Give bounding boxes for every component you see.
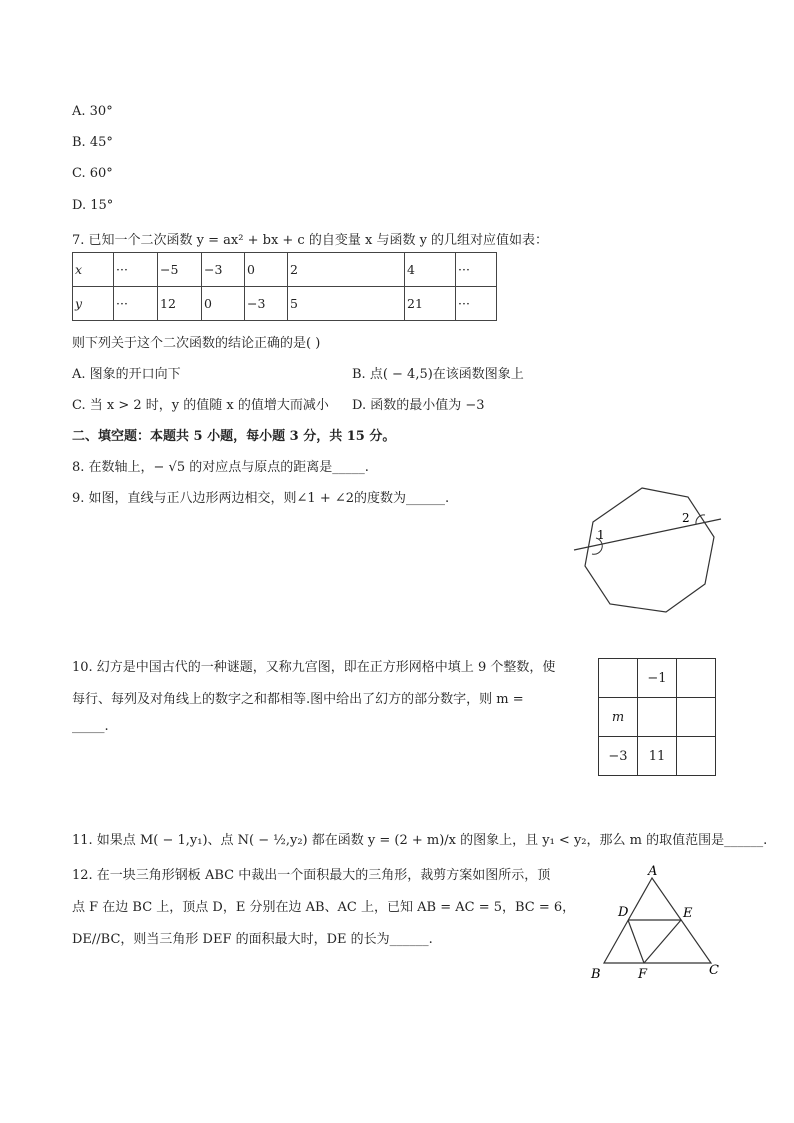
grid-cell: −1 <box>638 659 677 698</box>
label-c: C <box>709 963 719 978</box>
grid-cell: m <box>599 698 638 737</box>
table-cell: ··· <box>114 253 158 287</box>
q7-stem: 7. 已知一个二次函数 y = ax² + bx + c 的自变量 x 与函数 y 的几组对应值如表： <box>72 233 549 248</box>
q12-line-3: DE//BC，则当三角形 DEF 的面积最大时，DE 的长为______. <box>72 932 433 947</box>
q8-text: 8. 在数轴上，− √5 的对应点与原点的距离是_____. <box>72 460 369 475</box>
q7-option-b: B. 点( − 4,5)在该函数图象上 <box>352 367 524 382</box>
q6-option-b: B. 45° <box>72 135 113 150</box>
angle-1-label: 1 <box>597 528 605 542</box>
label-d: D <box>618 905 629 920</box>
table-cell: 0 <box>245 253 288 287</box>
segment-df <box>628 920 644 963</box>
grid-cell: 11 <box>638 737 677 776</box>
grid-cell <box>677 737 716 776</box>
q6-option-c: C. 60° <box>72 166 113 181</box>
grid-cell <box>677 659 716 698</box>
segment-ef <box>644 920 681 963</box>
table-cell: ··· <box>456 287 497 321</box>
table-row <box>73 287 497 321</box>
table-cell: ··· <box>114 287 158 321</box>
table-cell: x <box>73 253 114 287</box>
q7-question: 则下列关于这个二次函数的结论正确的是( ) <box>72 336 321 351</box>
section-heading: 二、填空题：本题共 5 小题，每小题 3 分，共 15 分。 <box>72 429 396 444</box>
angle-2-label: 2 <box>682 511 690 525</box>
q7-option-c: C. 当 x > 2 时，y 的值随 x 的值增大而减小 <box>72 398 329 413</box>
table-cell: 4 <box>405 253 456 287</box>
grid-cell <box>677 698 716 737</box>
table-cell: 21 <box>405 287 456 321</box>
q12-line-2: 点 F 在边 BC 上，顶点 D，E 分别在边 AB、AC 上，已知 AB = AC = 5，BC = 6， <box>72 900 576 915</box>
table-row <box>73 253 497 287</box>
label-e: E <box>683 906 693 921</box>
grid-cell <box>599 659 638 698</box>
table-cell: −5 <box>158 253 202 287</box>
q10-line-2: 每行、每列及对角线上的数字之和都相等.图中给出了幻方的部分数字，则 m = <box>72 692 524 707</box>
grid-row <box>599 659 716 698</box>
q9-text: 9. 如图，直线与正八边形两边相交，则∠1 + ∠2的度数为______. <box>72 491 450 506</box>
q6-option-d: D. 15° <box>72 198 114 213</box>
octagon-shape <box>585 488 714 612</box>
grid-row <box>599 698 716 737</box>
table-cell: −3 <box>202 253 245 287</box>
q11-text: 11. 如果点 M( − 1,y₁)、点 N( − ½,y₂) 都在函数 y = (2 + m)/x 的图象上，且 y₁ < y₂，那么 m 的取值范围是______. <box>72 833 768 848</box>
q7-option-a: A. 图象的开口向下 <box>72 367 181 382</box>
grid-cell: −3 <box>599 737 638 776</box>
q12-line-1: 12. 在一块三角形钢板 ABC 中裁出一个面积最大的三角形，裁剪方案如图所示，顶 <box>72 868 551 883</box>
triangle-figure <box>585 862 725 984</box>
table-cell: ··· <box>456 253 497 287</box>
q6-option-a: A. 30° <box>72 104 113 119</box>
grid-row <box>599 737 716 776</box>
label-b: B <box>591 967 601 982</box>
magic-square-grid <box>598 658 716 776</box>
q7-value-table <box>72 252 497 321</box>
octagon-figure <box>570 484 726 616</box>
table-cell: y <box>73 287 114 321</box>
q10-line-1: 10. 幻方是中国古代的一种谜题，又称九宫图，即在正方形网格中填上 9 个整数，使 <box>72 660 556 675</box>
q10-line-3: _____. <box>72 719 109 734</box>
label-a: A <box>648 864 658 879</box>
table-cell: −3 <box>245 287 288 321</box>
grid-cell <box>638 698 677 737</box>
q7-option-d: D. 函数的最小值为 −3 <box>352 398 485 413</box>
table-cell: 0 <box>202 287 245 321</box>
table-cell: 5 <box>288 287 405 321</box>
label-f: F <box>638 967 648 982</box>
table-cell: 2 <box>288 253 405 287</box>
table-cell: 12 <box>158 287 202 321</box>
